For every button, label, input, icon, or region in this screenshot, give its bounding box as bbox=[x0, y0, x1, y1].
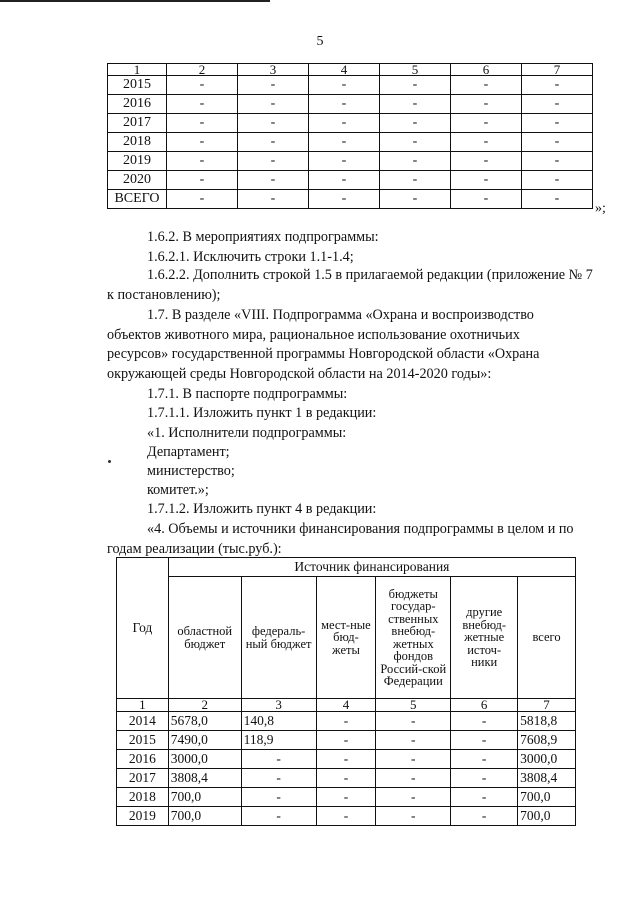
year-cell: - bbox=[451, 152, 522, 171]
table-header-row bbox=[108, 64, 593, 76]
executor-committee: комитет.»; bbox=[147, 482, 209, 498]
paragraph-line: окружающей среды Новгородской области на 2014-2020 годы»: bbox=[107, 365, 492, 382]
year-cell: - bbox=[522, 152, 593, 171]
amount-cell: - bbox=[241, 788, 316, 807]
amount-cell: - bbox=[241, 807, 316, 826]
year-cell: - bbox=[167, 190, 238, 209]
amount-cell: - bbox=[316, 731, 376, 750]
amount-cell: - bbox=[316, 788, 376, 807]
paragraph-1-6-2: 1.6.2. В мероприятиях подпрограммы: bbox=[147, 229, 379, 245]
year-cell: - bbox=[380, 171, 451, 190]
paragraph-1-6-2-2 bbox=[107, 266, 613, 305]
year-cell: 2014 bbox=[117, 712, 169, 731]
page-number: 5 bbox=[316, 34, 324, 49]
amount-cell: 700,0 bbox=[168, 788, 241, 807]
year-cell: - bbox=[167, 95, 238, 114]
year-cell: - bbox=[451, 133, 522, 152]
year-cell: - bbox=[309, 114, 380, 133]
amount-cell: - bbox=[376, 750, 451, 769]
year-cell: - bbox=[309, 133, 380, 152]
year-cell: - bbox=[238, 76, 309, 95]
year-label: ВСЕГО bbox=[108, 190, 167, 209]
year-label: 2015 bbox=[108, 76, 167, 95]
column-number-cell: 5 bbox=[380, 64, 451, 76]
year-cell: - bbox=[238, 95, 309, 114]
column-number: 2 bbox=[168, 699, 241, 712]
column-number: 6 bbox=[451, 699, 518, 712]
source-column-header: областной бюджет bbox=[168, 577, 241, 699]
year-cell: - bbox=[167, 171, 238, 190]
table-row bbox=[117, 769, 576, 788]
column-number-cell: 3 bbox=[238, 64, 309, 76]
year-cell: - bbox=[309, 190, 380, 209]
source-column-header: мест-ные бюд-жеты bbox=[316, 577, 376, 699]
year-cell: - bbox=[522, 190, 593, 209]
year-cell: - bbox=[238, 190, 309, 209]
year-cell: - bbox=[238, 133, 309, 152]
paragraph-line: годам реализации (тыс.руб.): bbox=[107, 540, 282, 557]
amount-cell: - bbox=[451, 769, 518, 788]
paragraph-line: объектов животного мира, рациональное использование охотничьих bbox=[107, 326, 520, 343]
year-label: 2016 bbox=[108, 95, 167, 114]
source-column-header: всего bbox=[518, 577, 576, 699]
year-cell: 2018 bbox=[117, 788, 169, 807]
column-number: 4 bbox=[316, 699, 376, 712]
column-number-cell: 7 bbox=[522, 64, 593, 76]
amount-cell: 7490,0 bbox=[168, 731, 241, 750]
source-column-header: федераль-ный бюджет bbox=[241, 577, 316, 699]
amount-cell: - bbox=[451, 807, 518, 826]
amount-cell: - bbox=[316, 769, 376, 788]
paragraph-line: к постановлению); bbox=[107, 286, 221, 303]
year-cell: - bbox=[167, 133, 238, 152]
quote-executors: «1. Исполнители подпрограммы: bbox=[147, 425, 347, 441]
year-cell: - bbox=[451, 171, 522, 190]
year-cell: - bbox=[451, 76, 522, 95]
year-column-header: Год bbox=[117, 558, 169, 699]
source-column-header: другие внебюд-жетные источ-ники bbox=[451, 577, 518, 699]
year-cell: - bbox=[238, 152, 309, 171]
table-row bbox=[108, 171, 593, 190]
amount-cell: - bbox=[376, 769, 451, 788]
table-row bbox=[108, 190, 593, 209]
paragraph-1-6-2-1: 1.6.2.1. Исключить строки 1.1-1.4; bbox=[147, 249, 354, 265]
year-cell: 2019 bbox=[117, 807, 169, 826]
year-cell: - bbox=[522, 133, 593, 152]
year-cell: 2017 bbox=[117, 769, 169, 788]
amount-cell: 700,0 bbox=[518, 807, 576, 826]
amount-cell: - bbox=[316, 807, 376, 826]
year-cell: - bbox=[380, 133, 451, 152]
paragraph-1-7-1-2: 1.7.1.2. Изложить пункт 4 в редакции: bbox=[147, 501, 377, 517]
year-cell: - bbox=[309, 171, 380, 190]
column-number: 3 bbox=[241, 699, 316, 712]
financing-table bbox=[116, 557, 576, 826]
amount-cell: 3000,0 bbox=[518, 750, 576, 769]
column-number: 7 bbox=[518, 699, 576, 712]
year-cell: - bbox=[451, 190, 522, 209]
year-cell: - bbox=[380, 114, 451, 133]
year-cell: 2015 bbox=[117, 731, 169, 750]
amount-cell: 700,0 bbox=[518, 788, 576, 807]
amount-cell: 700,0 bbox=[168, 807, 241, 826]
table-row bbox=[108, 76, 593, 95]
year-cell: - bbox=[309, 76, 380, 95]
amount-cell: 140,8 bbox=[241, 712, 316, 731]
column-number: 5 bbox=[376, 699, 451, 712]
table-row bbox=[117, 750, 576, 769]
year-cell: - bbox=[380, 76, 451, 95]
amount-cell: 3808,4 bbox=[168, 769, 241, 788]
stray-mark bbox=[108, 460, 111, 463]
table-row bbox=[117, 731, 576, 750]
paragraph-line: 1.7. В разделе «VIII. Подпрограмма «Охрана и воспроизводство bbox=[147, 307, 534, 323]
paragraph-line: ресурсов» государственной программы Новгородской области «Охрана bbox=[107, 346, 540, 362]
table-row bbox=[108, 114, 593, 133]
year-cell: - bbox=[238, 114, 309, 133]
amount-cell: - bbox=[376, 807, 451, 826]
year-label: 2017 bbox=[108, 114, 167, 133]
year-label: 2019 bbox=[108, 152, 167, 171]
subprogram-table-continuation bbox=[107, 63, 593, 209]
year-label: 2020 bbox=[108, 171, 167, 190]
source-header: Источник финансирования bbox=[168, 558, 575, 577]
table-row bbox=[108, 133, 593, 152]
executor-ministry: министерство; bbox=[147, 463, 235, 479]
paragraph-1-7-1: 1.7.1. В паспорте подпрограммы: bbox=[147, 386, 348, 402]
executor-department: Департамент; bbox=[147, 444, 230, 460]
source-column-header: бюджеты государ-ственных внебюд-жетных фондов Россий-ской Федерации bbox=[376, 577, 451, 699]
table-row bbox=[117, 807, 576, 826]
year-cell: - bbox=[522, 95, 593, 114]
amount-cell: - bbox=[451, 731, 518, 750]
column-number-cell: 4 bbox=[309, 64, 380, 76]
amount-cell: - bbox=[451, 788, 518, 807]
year-cell: - bbox=[380, 190, 451, 209]
amount-cell: - bbox=[316, 712, 376, 731]
table-closing-quote: »; bbox=[595, 201, 606, 216]
amount-cell: 3808,4 bbox=[518, 769, 576, 788]
amount-cell: - bbox=[376, 788, 451, 807]
paragraph-1-7 bbox=[107, 306, 613, 384]
amount-cell: 7608,9 bbox=[518, 731, 576, 750]
table-row bbox=[117, 712, 576, 731]
year-cell: - bbox=[309, 152, 380, 171]
year-cell: - bbox=[522, 114, 593, 133]
amount-cell: - bbox=[241, 750, 316, 769]
amount-cell: - bbox=[451, 750, 518, 769]
year-cell: - bbox=[167, 76, 238, 95]
paragraph-line: 1.6.2.2. Дополнить строкой 1.5 в прилагаемой редакции (приложение № 7 bbox=[147, 267, 593, 283]
year-cell: 2016 bbox=[117, 750, 169, 769]
amount-cell: - bbox=[376, 731, 451, 750]
column-number: 1 bbox=[117, 699, 169, 712]
amount-cell: - bbox=[451, 712, 518, 731]
amount-cell: - bbox=[241, 769, 316, 788]
year-cell: - bbox=[380, 152, 451, 171]
year-cell: - bbox=[451, 114, 522, 133]
amount-cell: 118,9 bbox=[241, 731, 316, 750]
year-cell: - bbox=[522, 171, 593, 190]
year-cell: - bbox=[167, 114, 238, 133]
year-cell: - bbox=[167, 152, 238, 171]
amount-cell: 5818,8 bbox=[518, 712, 576, 731]
table-row bbox=[117, 788, 576, 807]
column-number-cell: 6 bbox=[451, 64, 522, 76]
paragraph-1-7-1-1: 1.7.1.1. Изложить пункт 1 в редакции: bbox=[147, 405, 377, 421]
year-cell: - bbox=[451, 95, 522, 114]
table-row bbox=[108, 95, 593, 114]
amount-cell: - bbox=[316, 750, 376, 769]
year-cell: - bbox=[309, 95, 380, 114]
year-cell: - bbox=[238, 171, 309, 190]
header-rule bbox=[0, 0, 270, 2]
table-row bbox=[108, 152, 593, 171]
column-number-cell: 2 bbox=[167, 64, 238, 76]
column-number-label: 1 bbox=[108, 64, 167, 76]
paragraph-line: «4. Объемы и источники финансирования подпрограммы в целом и по bbox=[147, 521, 574, 537]
amount-cell: 5678,0 bbox=[168, 712, 241, 731]
amount-cell: - bbox=[376, 712, 451, 731]
year-label: 2018 bbox=[108, 133, 167, 152]
year-cell: - bbox=[380, 95, 451, 114]
paragraph-item-4 bbox=[107, 520, 613, 559]
amount-cell: 3000,0 bbox=[168, 750, 241, 769]
year-cell: - bbox=[522, 76, 593, 95]
